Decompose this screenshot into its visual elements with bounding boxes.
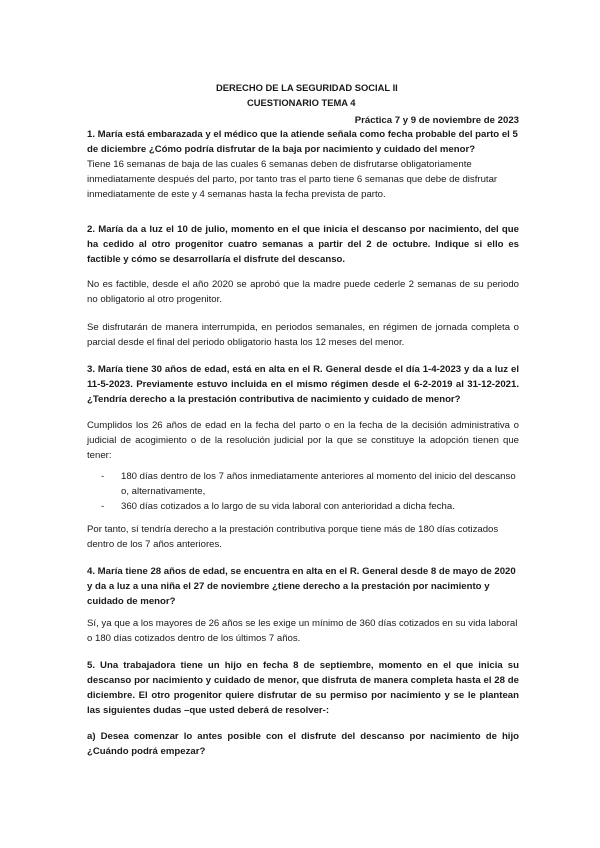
practice-date: Práctica 7 y 9 de noviembre de 2023 (354, 115, 519, 126)
answer-2-paragraph-1: No es factible, desde el año 2020 se aprobó que la madre puede cederle 2 semanas de su periodo no obligatorio al otro progenitor. (87, 279, 519, 305)
bullet-dash: - (101, 471, 105, 482)
question-2: 2. María da a luz el 10 de julio, momento en el que inicia el descanso por nacimiento, del que ha cedido al otro progenitor cuatro semanas a partir del 2 de octubre. Indique si ello es factible y cómo se desarrollaría el disfrute del descanso. (87, 224, 519, 265)
answer-3-conclusion: Por tanto, sí tendría derecho a la prestación contributiva porque tiene más de 180 días cotizados dentro de los 7 años anteriores. (87, 524, 499, 550)
answer-1: Tiene 16 semanas de baja de las cuales 6 semanas deben de disfrutarse obligatoriamente inmediatamente después del parto, por tanto tras el parto tiene 6 semanas que debe de disfrutar inmediatamente de este y 4 semanas hasta la fecha prevista de parto. (87, 159, 498, 200)
list-item: - 180 días dentro de los 7 años inmediatamente anteriores al momento del inicio del descanso o, alternativamente, (101, 471, 516, 497)
answer-4: Sí, ya que a los mayores de 26 años se les exige un mínimo de 360 días cotizados en su vida laboral o 180 días cotizados dentro de los últimos 7 años. (87, 618, 518, 644)
question-1: 1. María está embarazada y el médico que la atiende señala como fecha probable del parto el 5 de diciembre ¿Cómo podría disfrutar de la baja por nacimiento y cuidado del menor? (87, 129, 518, 155)
question-3: 3. María tiene 30 años de edad, está en alta en el R. General desde el día 1-4-2023 y da a luz el 11-5-2023. Previamente estuvo incluida en el mismo régimen desde el 6-2-2019 al 31-12-2021. ¿Tendría derecho a la prestación contributiva de nacimiento y cuidado de menor? (87, 364, 519, 405)
document-subtitle: CUESTIONARIO TEMA 4 (247, 97, 356, 108)
document-title: DERECHO DE LA SEGURIDAD SOCIAL II (216, 82, 398, 93)
question-5-sub-a: a) Desea comenzar lo antes posible con el disfrute del descanso por nacimiento de hijo ¿Cuándo podrá empezar? (87, 731, 519, 757)
list-item: - 360 días cotizados a lo largo de su vida laboral con anterioridad a dicha fecha. (101, 501, 455, 512)
answer-3-intro: Cumplidos los 26 años de edad en la fecha del parto o en la fecha de la decisión administrativa o judicial de acogimiento o de la resolución judicial por la que se constituye la adopción tienen que tener: (87, 420, 519, 461)
answer-2-paragraph-2: Se disfrutarán de manera interrumpida, en periodos semanales, en régimen de jornada completa o parcial desde el final del periodo obligatorio hasta los 12 meses del menor. (87, 322, 519, 348)
question-5: 5. Una trabajadora tiene un hijo en fecha 8 de septiembre, momento en el que inicia su descanso por nacimiento y cuidado de menor, que disfruta de manera completa hasta el 28 de diciembre. El otro progenitor quiere disfrutar de su permiso por nacimiento y se le plantean las siguientes dudas –que usted deberá de resolver-: (87, 660, 519, 716)
bullet-dash: - (101, 501, 105, 512)
requirements-list (87, 469, 519, 514)
question-4: 4. María tiene 28 años de edad, se encuentra en alta en el R. General desde 8 de mayo de 2020 y da a luz a una niña el 27 de noviembre ¿tiene derecho a la prestación por nacimiento y cuidado de menor? (87, 566, 516, 607)
